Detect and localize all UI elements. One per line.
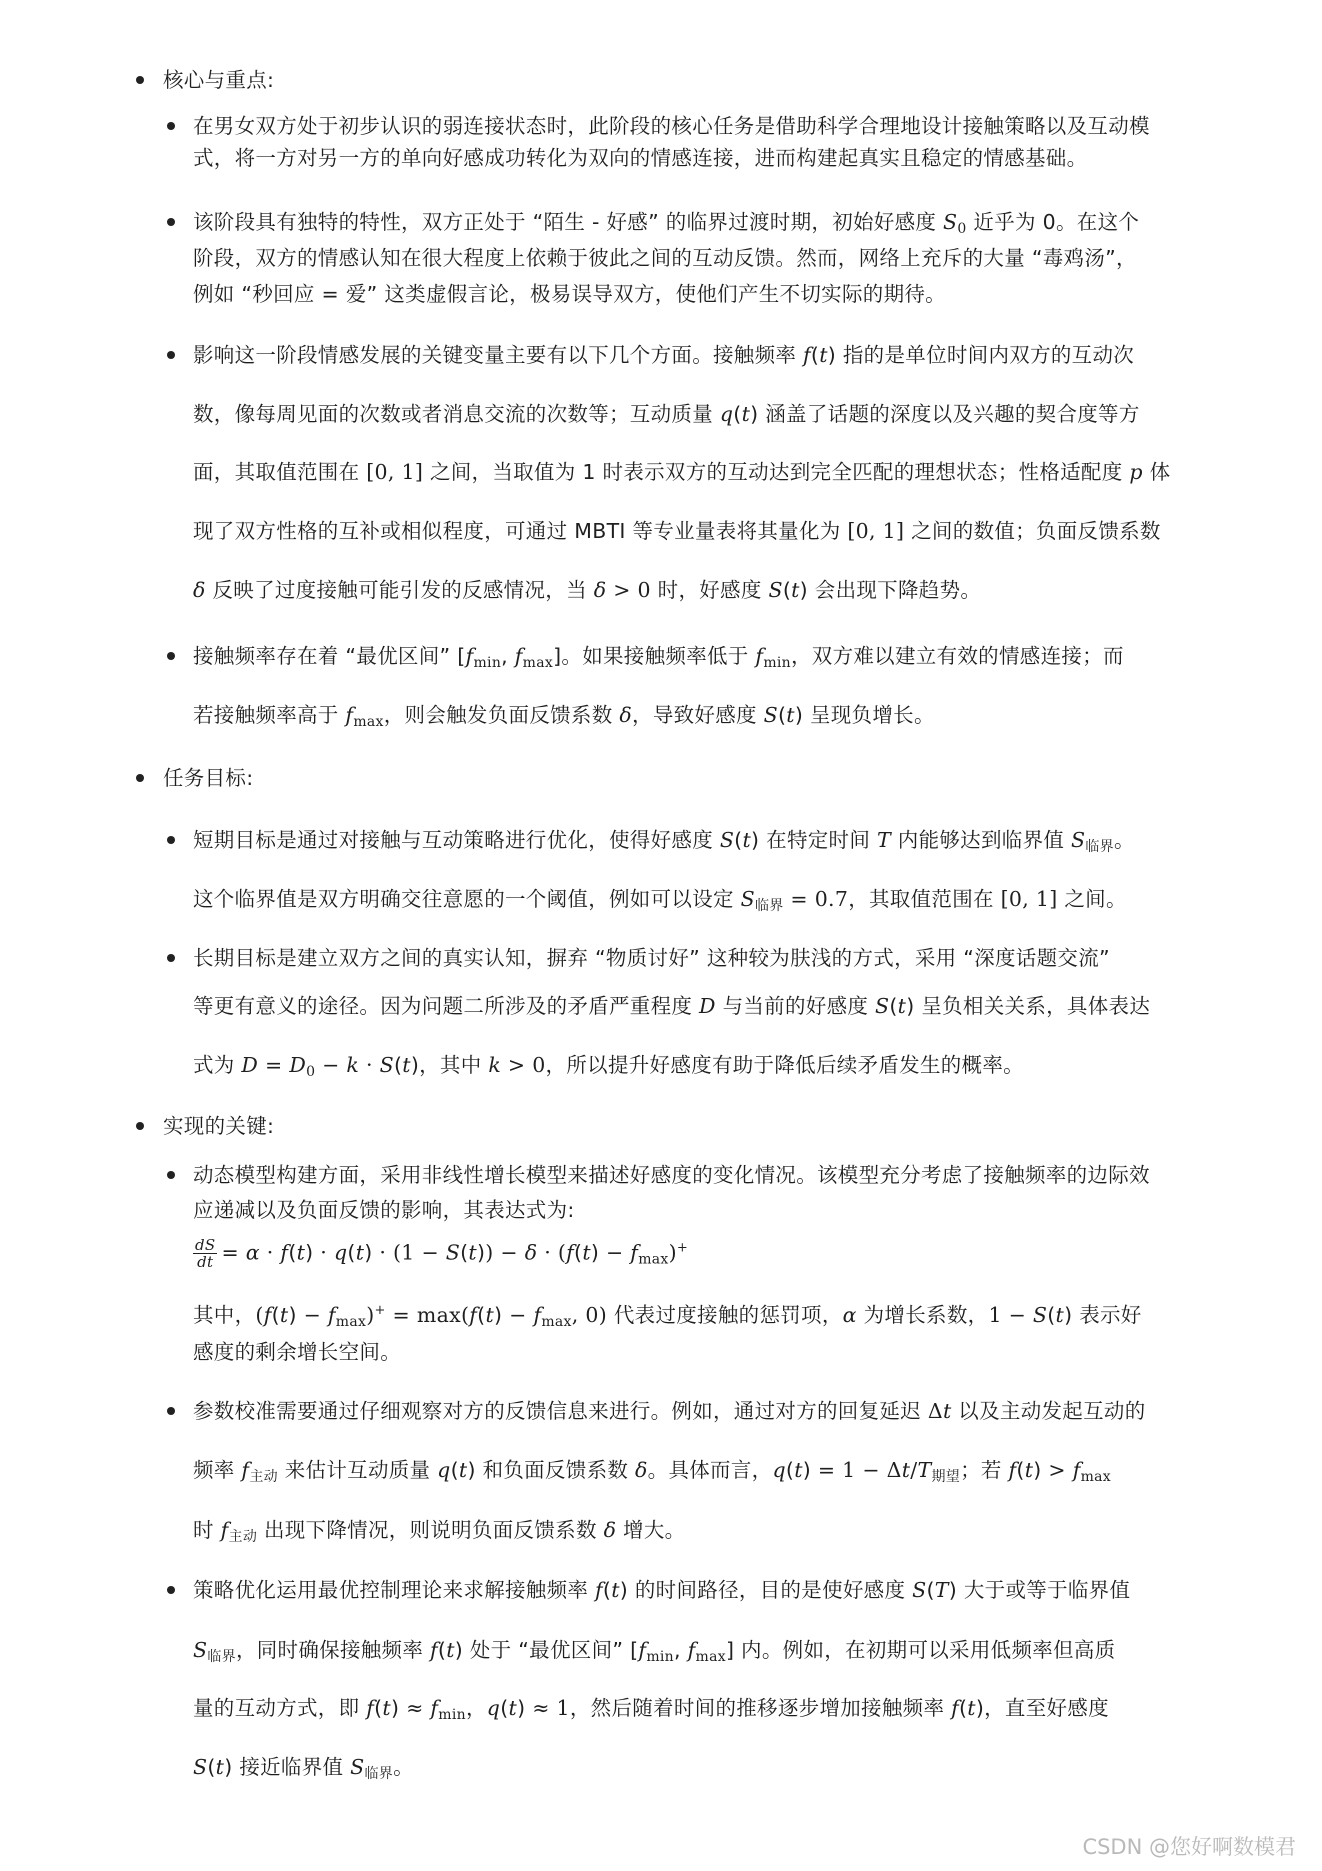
list-item-line: 频率 $f_{主动}$ 来估计互动质量 q(t) 和负面反馈系数 δ。具体而言，$q(t) = 1 - \Delta t/T_{期望}$；若 $f(t) > f_{max}$	[193, 1458, 1111, 1485]
list-item-line: 现了双方性格的互补或相似程度，可通过 MBTI 等专业量表将其量化为 [0, 1] 之间的数值；负面反馈系数	[193, 519, 1161, 543]
list-item-line: 接触频率存在着 “最优区间” [$f_{min}$, $f_{max}$]。如果接触频率低于 $f_{min}$，双方难以建立有效的情感连接；而	[193, 644, 1124, 671]
list-item-line: 动态模型构建方面，采用非线性增长模型来描述好感度的变化情况。该模型充分考虑了接触频率的边际效	[193, 1163, 1150, 1187]
list-item-bullet	[167, 1171, 175, 1179]
section-bullet	[136, 774, 144, 782]
csdn-watermark: CSDN @您好啊数模君	[1082, 1835, 1296, 1859]
list-item-line: 短期目标是通过对接触与互动策略进行优化，使得好感度 S(t) 在特定时间 T 内能够达到临界值 $S_{临界}$。	[193, 828, 1135, 855]
list-item-line: 在男女双方处于初步认识的弱连接状态时，此阶段的核心任务是借助科学合理地设计接触策略以及互动模	[193, 114, 1150, 138]
list-item-line: 式，将一方对另一方的单向好感成功转化为双向的情感连接，进而构建起真实且稳定的情感基础。	[193, 146, 1088, 170]
list-item-bullet	[167, 1586, 175, 1594]
list-item-line: 参数校准需要通过仔细观察对方的反馈信息来进行。例如，通过对方的回复延迟 Δt 以及主动发起互动的	[193, 1399, 1146, 1423]
list-item-bullet	[167, 122, 175, 130]
list-item-line: 若接触频率高于 $f_{max}$，则会触发负面反馈系数 δ，导致好感度 S(t) 呈现负增长。	[193, 703, 935, 730]
list-item-line: 式为 $D = D_0 - k \cdot S(t)$，其中 k > 0，所以提升好感度有助于降低后续矛盾发生的概率。	[193, 1053, 1024, 1080]
list-item-line: 阶段，双方的情感认知在很大程度上依赖于彼此之间的互动反馈。然而，网络上充斥的大量 “毒鸡汤”，	[193, 246, 1137, 270]
list-item-line: $S_{临界}$，同时确保接触频率 f(t) 处于 “最优区间” [$f_{min}$, $f_{max}$] 内。例如，在初期可以采用低频率但高质	[193, 1638, 1116, 1665]
list-item-line: $\frac{dS}{dt}$ = $\alpha \cdot f(t) \cdot q(t) \cdot (1 - S(t)) - \delta \cdot (f(t) - f_{max})^+$	[195, 1236, 689, 1271]
section-bullet	[136, 76, 144, 84]
list-item-line: 策略优化运用最优控制理论来求解接触频率 f(t) 的时间路径，目的是使好感度 S(T) 大于或等于临界值	[193, 1578, 1131, 1602]
list-item-line: 例如 “秒回应 = 爱” 这类虚假言论，极易误导双方，使他们产生不切实际的期待。	[193, 282, 946, 306]
section-heading: 实现的关键:	[163, 1114, 275, 1138]
list-item-line: 量的互动方式，即 $f(t) \approx f_{min}$，q(t) ≈ 1，然后随着时间的推移逐步增加接触频率 f(t)，直至好感度	[193, 1696, 1109, 1723]
list-item-line: 这个临界值是双方明确交往意愿的一个阈值，例如可以设定 $S_{临界} = 0.7$，其取值范围在 [0, 1] 之间。	[193, 887, 1127, 914]
list-item-line: 长期目标是建立双方之间的真实认知，摒弃 “物质讨好” 这种较为肤浅的方式，采用 “深度话题交流”	[193, 946, 1110, 970]
list-item-line: 面，其取值范围在 [0, 1] 之间，当取值为 1 时表示双方的互动达到完全匹配的理想状态；性格适配度 p 体	[193, 460, 1171, 484]
list-item-line: 感度的剩余增长空间。	[193, 1340, 401, 1364]
list-item-line: 其中，$(f(t) - f_{max})^+ = \max(f(t) - f_{max}$, 0) 代表过度接触的惩罚项，α 为增长系数，1 − S(t) 表示好	[193, 1303, 1142, 1330]
list-item-line: 数，像每周见面的次数或者消息交流的次数等；互动质量 q(t) 涵盖了话题的深度以及兴趣的契合度等方	[193, 402, 1140, 426]
list-item-bullet	[167, 351, 175, 359]
list-item-line: 该阶段具有独特的特性，双方正处于 “陌生 - 好感” 的临界过渡时期，初始好感度 $S_0$ 近乎为 0。在这个	[193, 210, 1140, 237]
list-item-bullet	[167, 836, 175, 844]
list-item-line: 影响这一阶段情感发展的关键变量主要有以下几个方面。接触频率 f(t) 指的是单位时间内双方的互动次	[193, 343, 1135, 367]
list-item-line: 时 $f_{主动}$ 出现下降情况，则说明负面反馈系数 δ 增大。	[193, 1518, 686, 1545]
section-bullet	[136, 1122, 144, 1130]
list-item-bullet	[167, 954, 175, 962]
list-item-line: S(t) 接近临界值 $S_{临界}$。	[193, 1755, 414, 1782]
section-heading: 任务目标:	[163, 766, 254, 790]
list-item-bullet	[167, 218, 175, 226]
list-item-line: 等更有意义的途径。因为问题二所涉及的矛盾严重程度 D 与当前的好感度 S(t) 呈负相关关系，具体表达	[193, 994, 1151, 1018]
list-item-bullet	[167, 1407, 175, 1415]
section-heading: 核心与重点:	[163, 68, 275, 92]
list-item-line: δ 反映了过度接触可能引发的反感情况，当 δ > 0 时，好感度 S(t) 会出现下降趋势。	[193, 578, 982, 602]
list-item-line: 应递减以及负面反馈的影响，其表达式为:	[193, 1198, 575, 1222]
list-item-bullet	[167, 652, 175, 660]
